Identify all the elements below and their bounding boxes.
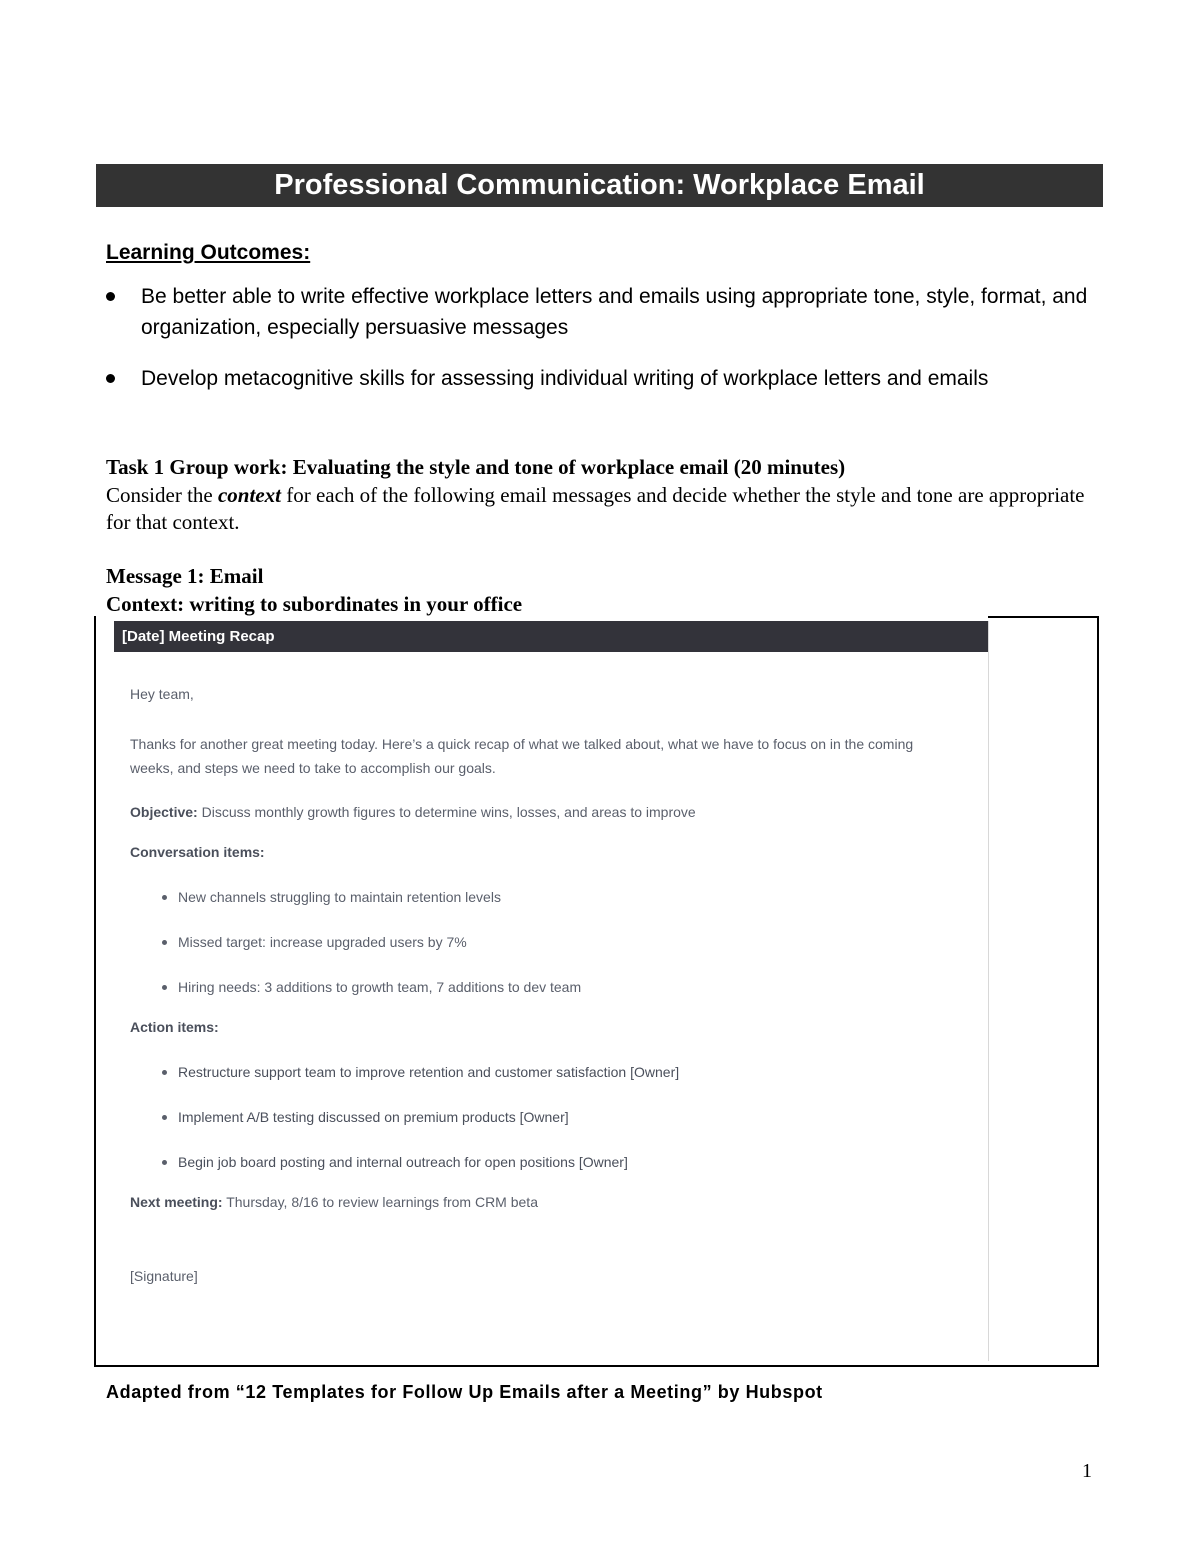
learning-outcomes-list <box>106 281 1096 414</box>
message-heading <box>106 562 522 618</box>
page-number: 1 <box>1082 1460 1092 1482</box>
email-body <box>114 686 988 1284</box>
conversation-list <box>130 889 972 995</box>
action-heading: Action items: <box>130 1019 219 1035</box>
list-item: Implement A/B testing discussed on premium products [Owner] <box>130 1109 972 1125</box>
task-heading: Task 1 Group work: Evaluating the style and tone of workplace email (20 minutes) <box>106 455 846 479</box>
frame-border <box>988 616 1099 618</box>
list-item: Restructure support team to improve retention and customer satisfaction [Owner] <box>130 1064 972 1080</box>
list-item: Missed target: increase upgraded users by 7% <box>130 934 972 950</box>
email-screenshot <box>114 621 989 1361</box>
context-emphasis: context <box>217 483 281 507</box>
email-next-meeting: Next meeting: Thursday, 8/16 to review learnings from CRM beta <box>130 1194 538 1210</box>
bullet-icon <box>162 895 167 900</box>
list-item: Begin job board posting and internal outreach for open positions [Owner] <box>130 1154 972 1170</box>
message-context: Context: writing to subordinates in your office <box>106 592 523 616</box>
attribution: Adapted from “12 Templates for Follow Up Emails after a Meeting” by Hubspot <box>106 1382 823 1402</box>
list-item: Hiring needs: 3 additions to growth team, 7 additions to dev team <box>130 979 972 995</box>
list-item: New channels struggling to maintain retention levels <box>130 889 972 905</box>
email-intro: Thanks for another great meeting today. Here’s a quick recap of what we talked about, what we have to focus on in the coming weeks, and steps we need to take to accomplish our goals. <box>130 736 914 776</box>
page-title: Professional Communication: Workplace Email <box>96 164 1103 207</box>
bullet-icon <box>162 1070 167 1075</box>
message-label: Message 1: Email <box>106 564 264 588</box>
email-greeting: Hey team, <box>130 686 194 702</box>
bullet-icon <box>162 985 167 990</box>
bullet-icon <box>162 940 167 945</box>
list-item: Be better able to write effective workplace letters and emails using appropriate tone, style, format, and organization, especially persuasive messages <box>106 281 1096 343</box>
list-item: Develop metacognitive skills for assessing individual writing of workplace letters and emails <box>106 363 1096 394</box>
action-list <box>130 1064 972 1170</box>
bullet-icon <box>162 1160 167 1165</box>
bullet-icon <box>162 1115 167 1120</box>
email-signature: [Signature] <box>130 1268 198 1284</box>
task-description: Consider the context for each of the following email messages and decide whether the style and tone are appropriate for that context. <box>106 483 1085 534</box>
bullet-icon <box>106 292 115 301</box>
conversation-heading: Conversation items: <box>130 844 265 860</box>
email-objective: Objective: Discuss monthly growth figures to determine wins, losses, and areas to improve <box>130 804 696 820</box>
email-subject: [Date] Meeting Recap <box>114 621 988 652</box>
bullet-icon <box>106 374 115 383</box>
learning-outcomes-heading: Learning Outcomes: <box>106 241 311 264</box>
